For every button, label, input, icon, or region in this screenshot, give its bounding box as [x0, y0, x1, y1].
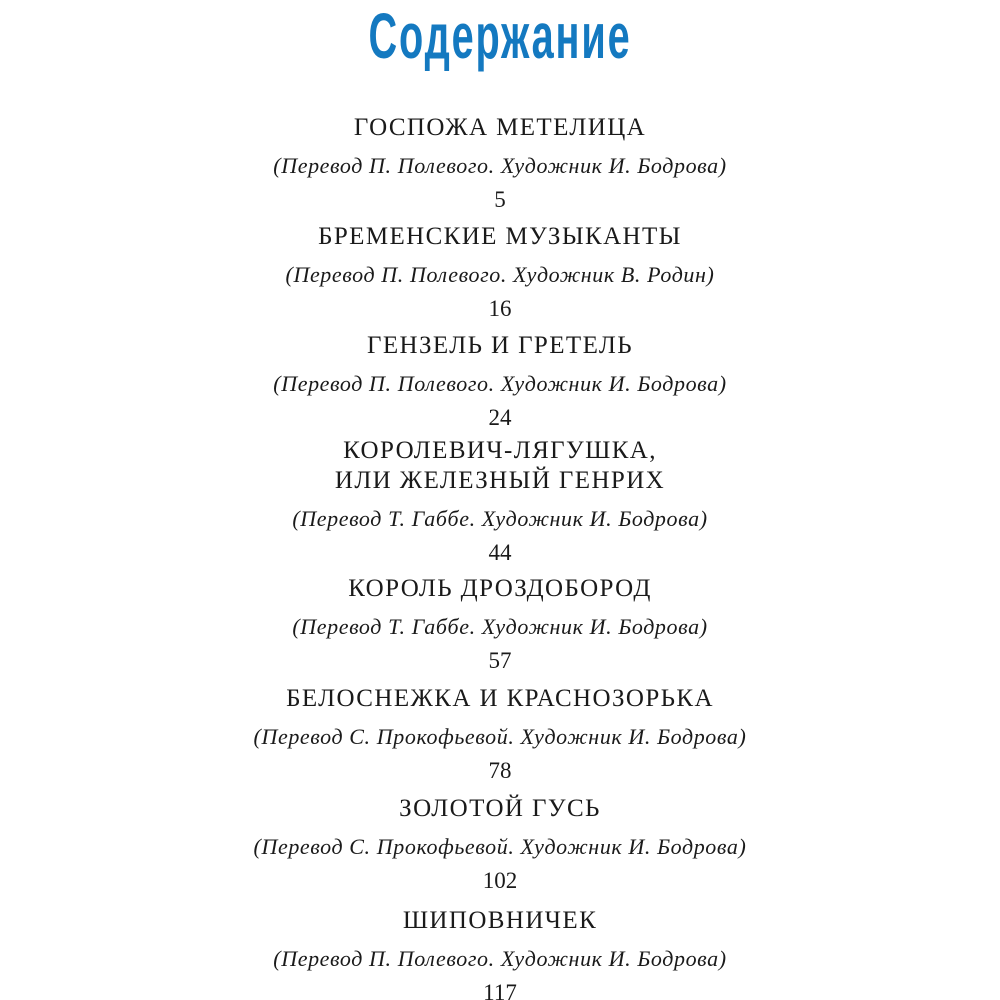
toc-entry-title: ЗОЛОТОЙ ГУСЬ: [399, 795, 601, 822]
toc-entry: [0, 684, 1000, 784]
toc-entry: [0, 574, 1000, 674]
toc-entry-credit: (Перевод Т. Габбе. Художник И. Бодрова): [292, 506, 708, 531]
toc-entry-credit: (Перевод П. Полевого. Художник И. Бодрова): [273, 946, 727, 971]
toc-entry-credit: (Перевод Т. Габбе. Художник И. Бодрова): [292, 614, 708, 639]
page-title: Содержание: [368, 0, 632, 72]
toc-entry-page-number: 117: [483, 980, 517, 1000]
toc-entry-credit: (Перевод П. Полевого. Художник И. Бодрова): [273, 371, 727, 396]
toc-entry-page-number: 5: [494, 187, 506, 212]
toc-entry: [0, 436, 1000, 566]
toc-entry-page-number: 24: [488, 405, 512, 430]
toc-entry-page-number: 102: [482, 868, 518, 893]
toc-entry-credit: (Перевод П. Полевого. Художник И. Бодрова): [273, 153, 727, 178]
toc-entry-page-number: 16: [488, 296, 512, 321]
toc-entry: [0, 906, 1000, 1000]
toc-entry-title: ИЛИ ЖЕЛЕЗНЫЙ ГЕНРИХ: [334, 467, 666, 494]
toc-entry-title: КОРОЛЕВИЧ-ЛЯГУШКА,: [343, 437, 657, 464]
toc-entry-title: БЕЛОСНЕЖКА И КРАСНОЗОРЬКА: [286, 685, 714, 712]
toc-entry-credit: (Перевод С. Прокофьевой. Художник И. Бодрова): [253, 834, 747, 859]
toc-entry: [0, 331, 1000, 431]
toc-entry: [0, 222, 1000, 322]
toc-entry-page-number: 57: [488, 648, 512, 673]
toc-entry-title: ШИПОВНИЧЕК: [402, 907, 598, 934]
toc-entry-credit: (Перевод С. Прокофьевой. Художник И. Бодрова): [253, 724, 747, 749]
toc-entry-title: КОРОЛЬ ДРОЗДОБОРОД: [348, 575, 652, 602]
toc-entry-title: БРЕМЕНСКИЕ МУЗЫКАНТЫ: [318, 223, 682, 250]
toc-entry: [0, 794, 1000, 894]
toc-entry-title: ГОСПОЖА МЕТЕЛИЦА: [353, 114, 647, 141]
toc-entry: [0, 113, 1000, 213]
toc-entry-title: ГЕНЗЕЛЬ И ГРЕТЕЛЬ: [366, 332, 634, 359]
toc-entry-credit: (Перевод П. Полевого. Художник В. Родин): [285, 262, 715, 287]
toc-entry-page-number: 44: [488, 540, 512, 565]
toc-entry-page-number: 78: [488, 758, 512, 783]
